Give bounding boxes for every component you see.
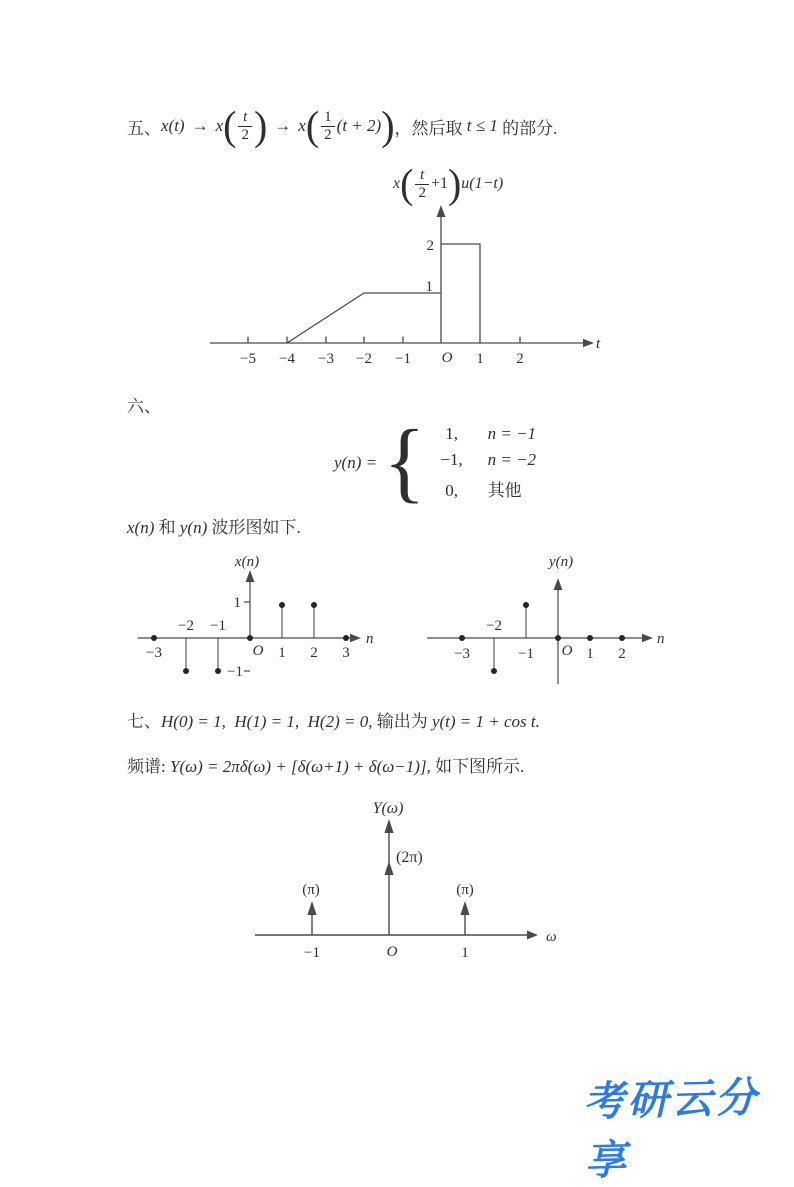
zh-the-part: 的部分. [497, 118, 558, 138]
tick-label: 2 [516, 351, 524, 367]
right-paren: ) [447, 160, 462, 207]
impulse-weight-pi: (π) [302, 882, 320, 898]
arrow-glyph: → [191, 116, 209, 135]
math-output-formula: y(t) = 1 + cos t. [431, 712, 540, 731]
problem6-number: 六、 [127, 397, 161, 416]
data-point-dot [215, 668, 221, 674]
figure4-axes [255, 832, 528, 935]
tick-label: −3 [454, 646, 470, 662]
problem7-line2 [127, 752, 524, 777]
tick-label: −3 [146, 645, 162, 661]
zh-spectrum: 频谱: [127, 757, 170, 776]
data-point-dot [247, 635, 253, 641]
left-paren: ( [400, 160, 414, 207]
zh-output-is: 输出为 [372, 712, 432, 731]
y-axis-title: y(n) [548, 554, 574, 570]
y-value-label: 1 [425, 279, 433, 295]
fraction-numerator: t [420, 166, 425, 183]
fraction-numerator: 1 [324, 108, 332, 125]
math-x: x [298, 116, 306, 135]
origin-label: O [386, 944, 398, 960]
math-t-plus-2: (t + 2) [336, 116, 382, 135]
piecewise-cases [432, 424, 536, 501]
figure4-spectrum-plot [245, 793, 570, 963]
case-condition-otherwise: 其他 [487, 481, 522, 501]
watermark-kaoyan-cloud-share: 考研云分享 [582, 1073, 760, 1185]
origin-label: O [441, 350, 453, 366]
right-paren: ) [381, 102, 395, 149]
data-point-dot [151, 635, 157, 641]
data-point-dot [311, 602, 317, 608]
tick-label: −1 [304, 945, 320, 961]
origin-label: O [561, 643, 573, 659]
tick-label: 1 [461, 945, 469, 961]
x-axis-arrowhead [583, 339, 594, 348]
fraction-denominator: 2 [321, 126, 335, 144]
problem6-piecewise-formula [334, 413, 537, 512]
y-axis-title: x(n) [234, 554, 260, 570]
curve-step-segment [441, 244, 480, 343]
curve-ramp-segment [287, 293, 441, 343]
math-plus-1: +1 [430, 175, 448, 192]
x-axis-arrowhead [350, 634, 361, 643]
case-value: −1, [440, 450, 463, 470]
y-axis-arrowhead [437, 205, 446, 217]
arrow-glyph: → [274, 116, 292, 135]
fraction-1-over-2 [321, 109, 335, 144]
impulse-weight-2pi: (2π) [396, 849, 423, 866]
math-y-of-n-equals: y(n) = [334, 452, 382, 472]
tick-label: −2 [356, 351, 372, 367]
data-point-dot [183, 668, 189, 674]
figure2-xn-stem-plot [125, 548, 390, 698]
y-value-label: −1 [227, 664, 243, 680]
origin-label: O [252, 643, 264, 659]
figure1-axes [210, 215, 585, 343]
data-point-dot [587, 635, 593, 641]
x-axis-arrowhead [527, 931, 538, 940]
case-condition: n = −1 [487, 424, 537, 444]
x-axis-label: n [657, 631, 665, 647]
tick-label: 2 [310, 645, 318, 661]
y-axis-title: Y(ω) [372, 800, 404, 817]
y-axis-arrowhead [384, 819, 393, 833]
zh-then-take: ，然后取 [394, 118, 467, 138]
problem5-line [127, 103, 557, 149]
tick-label: −1 [518, 646, 534, 662]
tick-label: −2 [178, 618, 194, 634]
tick-label: −5 [240, 351, 256, 367]
zh-shown-below: 如下图所示. [430, 757, 525, 776]
fraction-numerator: t [243, 108, 248, 125]
x-axis-arrowhead [642, 634, 653, 643]
impulse-arrowhead-pi [460, 901, 469, 915]
tick-label: 2 [618, 646, 626, 662]
problem7-line1 [127, 707, 540, 732]
figure1-title [393, 160, 504, 207]
y-axis-arrowhead [554, 578, 563, 590]
problem7-number: 七、 [127, 712, 161, 731]
data-point-dot [491, 668, 497, 674]
tick-label: 3 [342, 645, 350, 661]
y-value-label: 2 [426, 238, 434, 254]
data-point-dot [279, 602, 285, 608]
data-point-dot [343, 635, 349, 641]
problem6-caption [127, 513, 301, 538]
left-paren: ( [305, 102, 320, 149]
case-value: 0, [445, 481, 458, 501]
figure1-curve [287, 244, 480, 343]
impulse-arrowhead-2pi [384, 861, 393, 875]
zh-and: 和 [154, 518, 180, 537]
right-paren: ) [253, 102, 268, 149]
case-value: 1, [445, 424, 458, 444]
tick-label: 1 [586, 646, 594, 662]
figure1-xt-graph [150, 200, 610, 375]
math-x: x [215, 116, 224, 135]
data-point-dot [523, 602, 529, 608]
problem5-number: 五、 [127, 118, 161, 138]
tick-label: −4 [279, 351, 295, 367]
math-x-of-t: x(t) [161, 116, 185, 135]
fraction-denominator: 2 [415, 184, 429, 202]
left-paren: ( [223, 102, 237, 149]
zh-waveforms-below: 波形图如下. [207, 518, 301, 537]
tick-label: 1 [476, 351, 484, 367]
data-point-dot [459, 635, 465, 641]
x-axis-label: ω [546, 929, 557, 945]
figure3-yn-stem-plot [420, 548, 685, 698]
tick-label: −1 [210, 618, 226, 634]
fraction-t-over-2 [238, 109, 252, 144]
curly-brace: { [383, 413, 426, 512]
tick-label: −1 [395, 351, 411, 367]
math-u-of-1-minus-t: u(1−t) [461, 175, 504, 192]
fraction-t-over-2 [415, 167, 429, 202]
tick-label: −3 [318, 351, 334, 367]
tick-label: −2 [486, 618, 502, 634]
math-x-of-n: x(n) [127, 518, 155, 537]
math-H-values: H(0) = 1, H(1) = 1, H(2) = 0, [161, 712, 373, 731]
y-value-label: 1 [233, 595, 241, 611]
math-condition: t ≤ 1 [466, 116, 498, 135]
y-axis-arrowhead [246, 570, 255, 582]
math-x: x [393, 175, 401, 192]
impulse-arrowhead-pi [307, 901, 316, 915]
case-condition: n = −2 [487, 450, 537, 470]
data-point-dot [619, 635, 625, 641]
data-point-dot [555, 635, 561, 641]
impulse-weight-pi: (π) [456, 882, 474, 898]
fraction-denominator: 2 [238, 126, 252, 144]
figure2-axes [138, 581, 352, 671]
x-axis-label: n [366, 631, 374, 647]
math-y-of-n: y(n) [179, 518, 208, 537]
tick-label: 1 [278, 645, 286, 661]
math-spectrum-formula: Y(ω) = 2πδ(ω) + [δ(ω+1) + δ(ω−1)], [169, 757, 431, 776]
x-axis-label: t [596, 336, 601, 352]
